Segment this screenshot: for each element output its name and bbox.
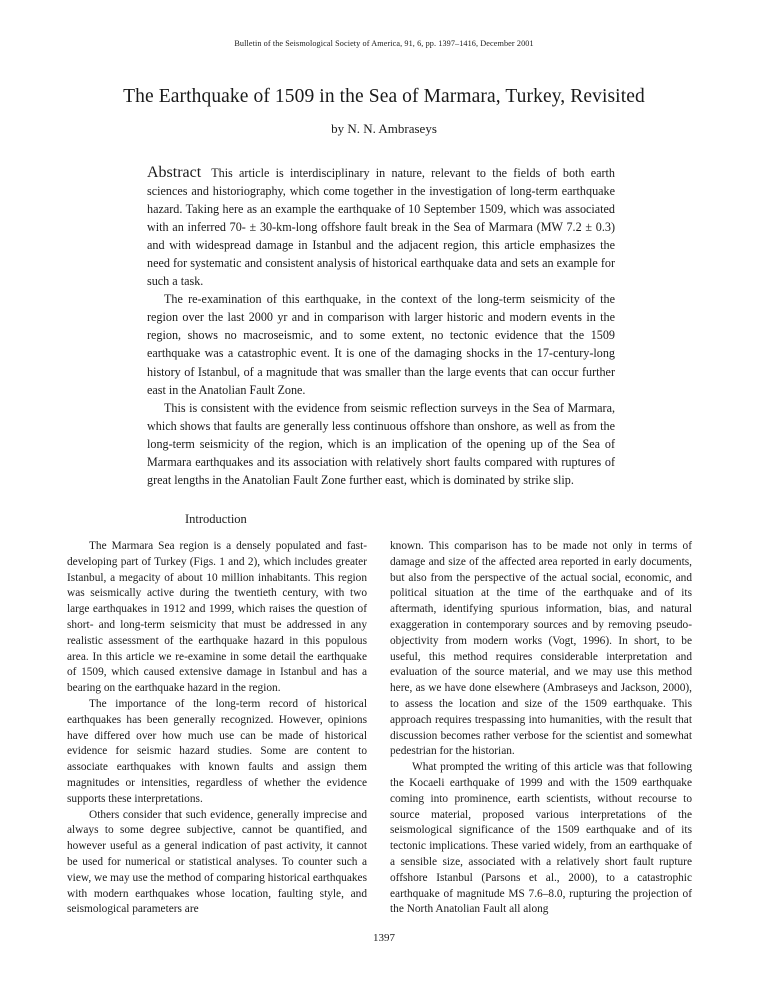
body-column-right xyxy=(390,539,692,918)
abstract-paragraph-3: This is consistent with the evidence from seismic reflection surveys in the Sea of Marmara, which shows that faults are generally less continuous offshore than onshore, as well as from the long-term seismicity of the region, which is an implication of the opening up of the Sea of Marmara earthquakes and its association with relatively short faults compared with ruptures of great lengths in the Anatolian Fault Zone further east, which is dominated by strike slip. xyxy=(147,400,615,487)
body-paragraph: What prompted the writing of this article was that following the Kocaeli earthquake of 1999 and with the 1509 earthquake coming into prominence, earth scientists, without recourse to source material, proposed various interpretations of the seismological significance of the 1509 earthquake and of its tectonic implications. These varied widely, from an earthquake of a sensible size, associated with a relatively short fault rupture offshore Istanbul (Parsons et al., 2000), to a catastrophic earthquake of magnitude MS 7.6–8.0, rupturing the projection of the North Anatolian Fault all along xyxy=(390,761,692,916)
body-column-left xyxy=(67,539,367,918)
body-paragraph: The importance of the long-term record of historical earthquakes has been generally recognized. However, opinions have differed over how much use can be made of historical evidence for seismic hazard studies. Some are content to associate earthquakes with known faults and assign them magnitudes or intensities, regardless of whether the evidence supports these interpretations. xyxy=(67,697,367,805)
running-head: Bulletin of the Seismological Society of America, 91, 6, pp. 1397–1416, December 2001 xyxy=(234,39,534,48)
body-paragraph: Others consider that such evidence, generally imprecise and always to some degree subjective, cannot be quantified, and however useful as a general indication of past activity, it cannot be used for numerical or statistical analyses. To counter such a view, we may use the method of comparing historical earthquakes with modern earthquakes whose location, faulting style, and seismological parameters are xyxy=(67,808,367,916)
abstract-text-1: This article is interdisciplinary in nature, relevant to the fields of both earth sciences and historiography, which come together in the investigation of long-term earthquake hazard. Taking here as an example the earthquake of 10 September 1509, which was associated with an inferred 70- ± 30-km-long offshore fault break in the Sea of Marmara (MW 7.2 ± 0.3) and with widespread damage in Istanbul and the adjacent region, this article emphasizes the need for systematic and consistent analysis of historical earthquake data and sets an example for such a task. xyxy=(147,166,615,289)
section-heading-introduction: Introduction xyxy=(185,512,247,526)
page-number: 1397 xyxy=(373,932,395,944)
article-title: The Earthquake of 1509 in the Sea of Marmara, Turkey, Revisited xyxy=(123,86,645,107)
author-byline: by N. N. Ambraseys xyxy=(331,121,437,136)
body-paragraph: known. This comparison has to be made not only in terms of damage and size of the affected area reported in early documents, but also from the perspective of the actual social, economic, and political situation at the time of the earthquake and of its aftermath, identifying spurious information, bias, and natural exaggeration in contemporary sources and by removing pseudo-objectivity from modern works (Vogt, 1996). In short, to be useful, this method requires considerable interpretation and evaluation of the source material, and we may use this method here, as we have done elsewhere (Ambraseys and Jackson, 2000), to assess the location and size of the 1509 earthquake. This approach requires trespassing into humanities, with the result that discussion becomes rather verbose for the scientist and somewhat pedestrian for the historian. xyxy=(390,540,692,758)
body-paragraph: The Marmara Sea region is a densely populated and fast-developing part of Turkey (Figs. 1 and 2), which includes greater Istanbul, a megacity of about 10 million inhabitants. This region was seismically active during the twentieth century, with two large earthquakes in 1912 and 1999, which raises the question of short- and long-term seismicity that must be addressed in any realistic assessment of the earthquake hazard in this populous area. In this article we re-examine in some detail the earthquake of 1509, which caused extensive damage in Istanbul and has a bearing on the earthquake hazard in the region. xyxy=(67,540,367,695)
abstract xyxy=(147,164,615,489)
abstract-paragraph-2: The re-examination of this earthquake, in the context of the long-term seismicity of the region over the last 2000 yr and in comparison with larger historic and modern events in the region, shows no macroseismic, and to some extent, no tectonic evidence that the 1509 earthquake was a catastrophic event. It is one of the damaging shocks in the 17-century-long history of Istanbul, of a magnitude that was smaller than the large events that can occur further east in the Anatolian Fault Zone. xyxy=(147,292,615,397)
abstract-paragraph-1 xyxy=(147,164,615,290)
abstract-heading: Abstract xyxy=(147,164,202,181)
